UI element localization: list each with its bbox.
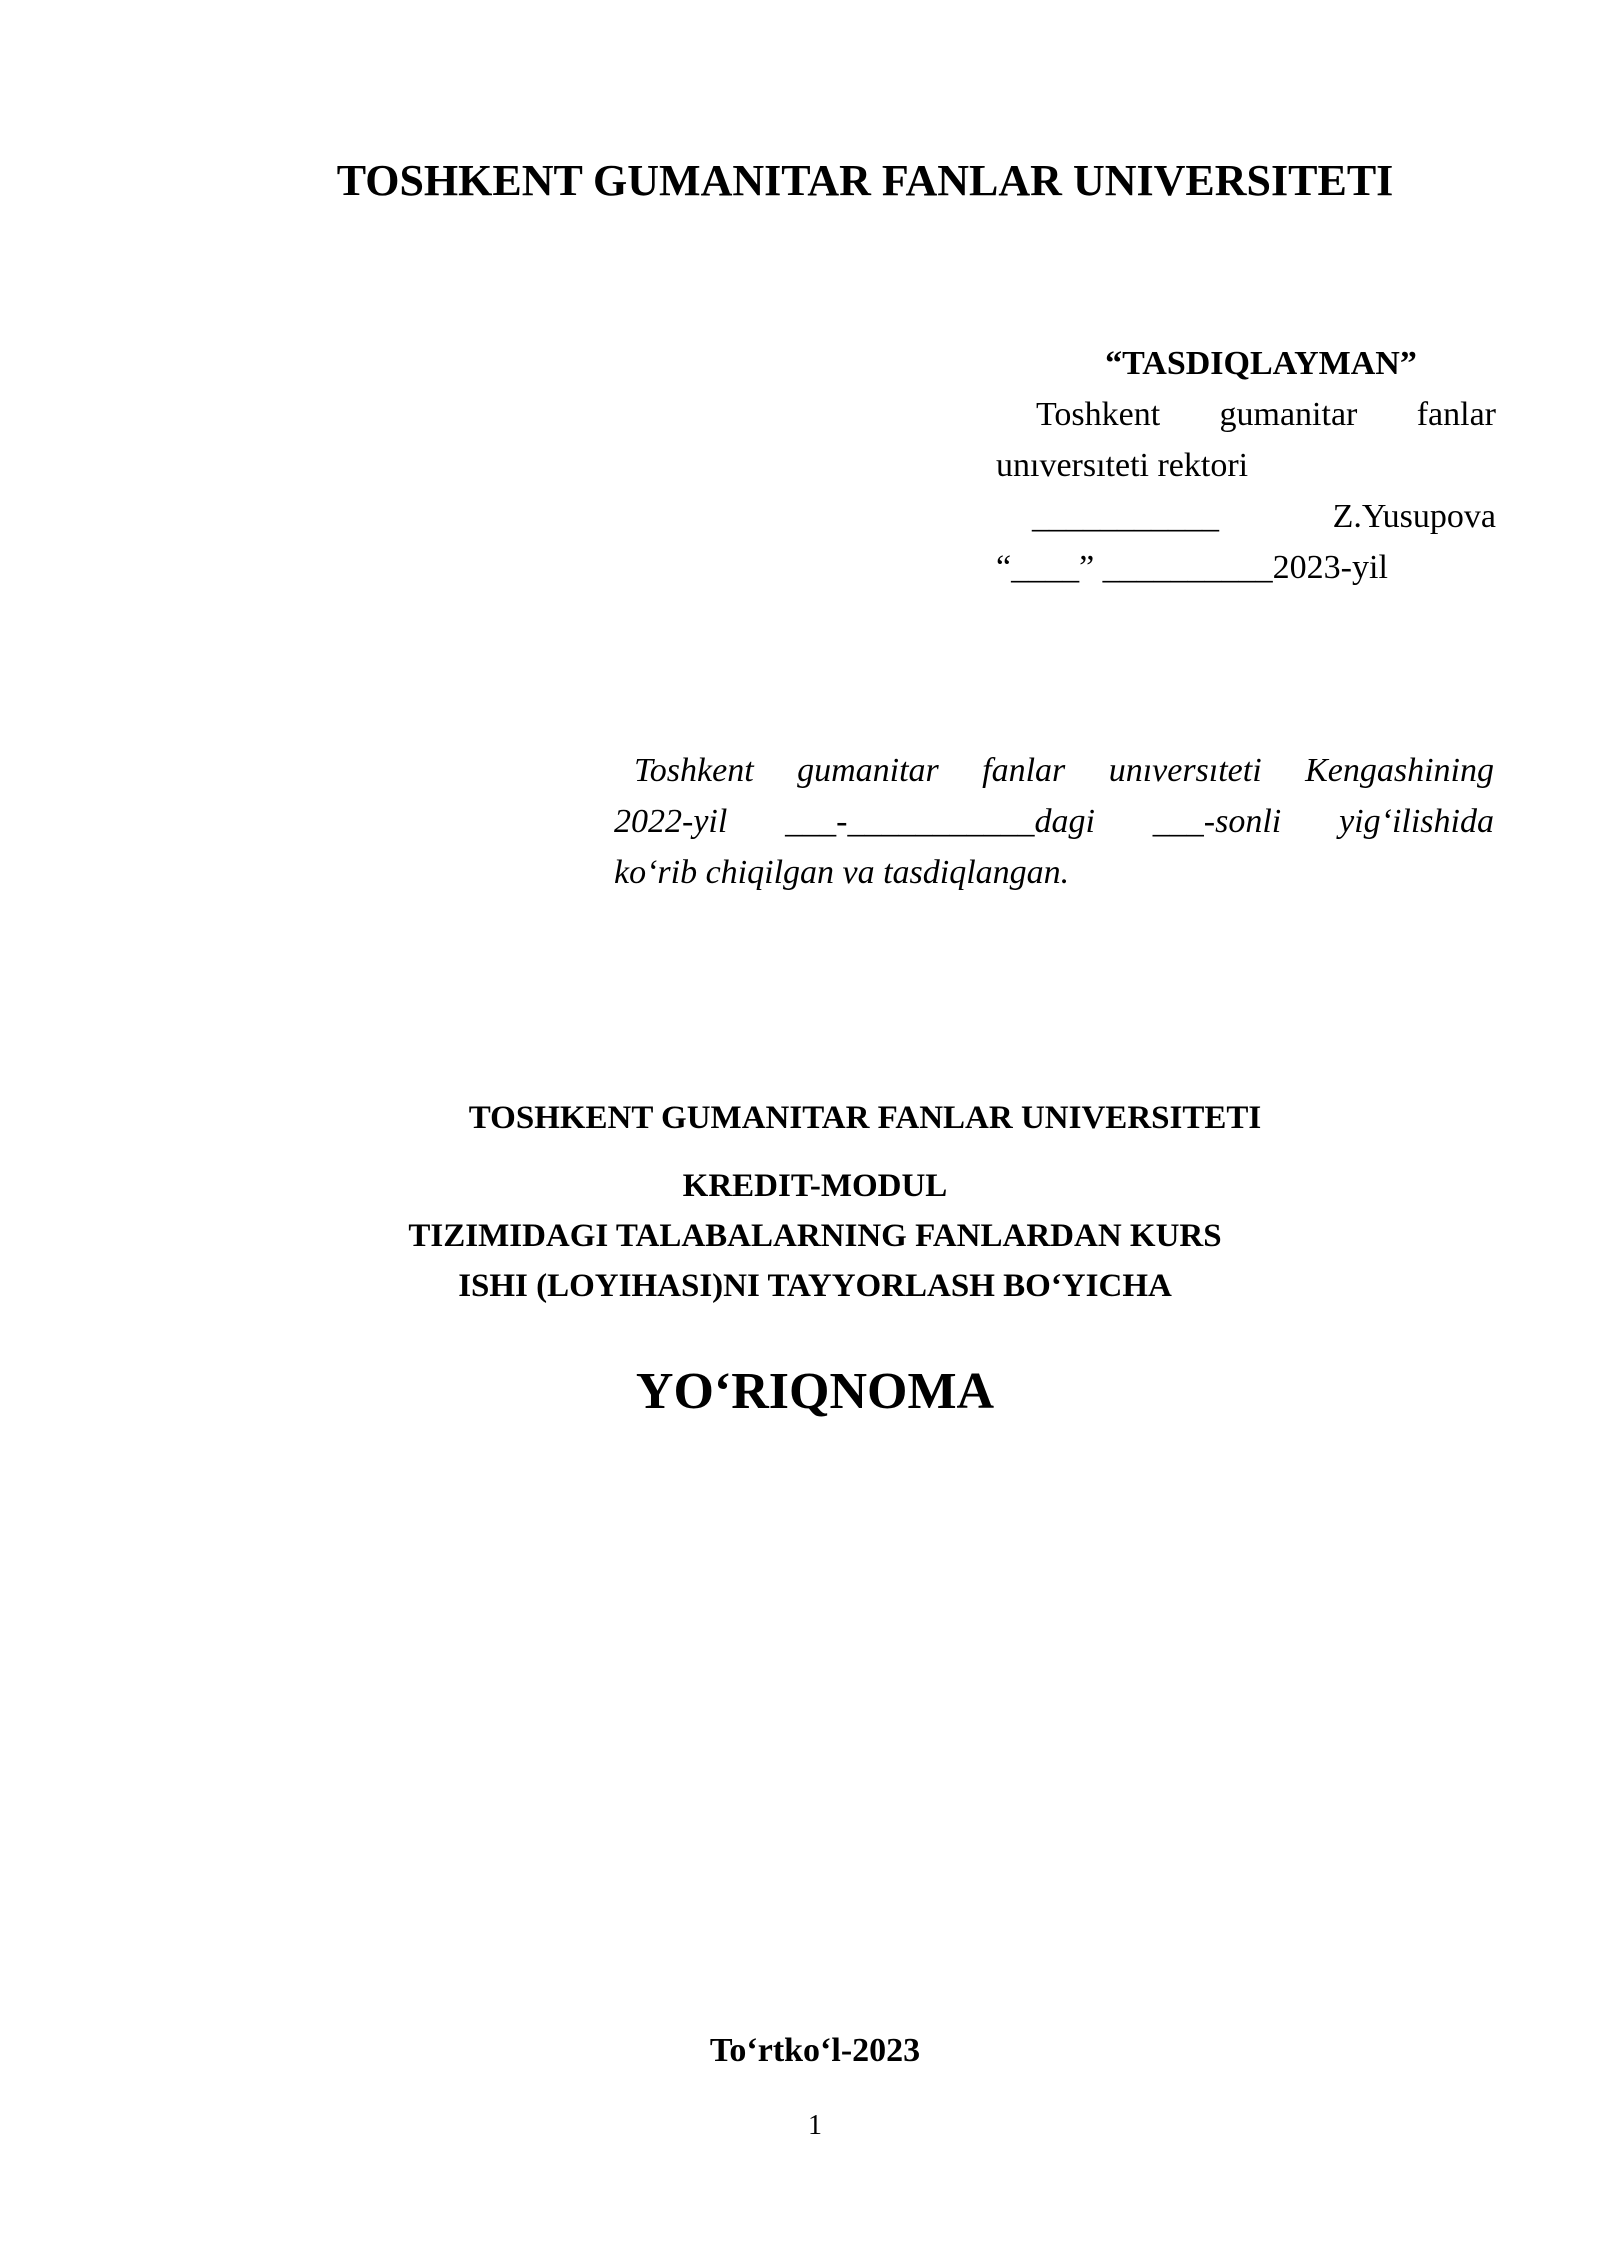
title-line-1: KREDIT-MODUL <box>682 1168 948 1204</box>
university-title: TOSHKENT GUMANITAR FANLAR UNIVERSITETI <box>336 156 1394 205</box>
word: ___-___________dagi <box>785 803 1095 840</box>
section-university: TOSHKENT GUMANITAR FANLAR UNIVERSITETI <box>468 1100 1262 1136</box>
word: fanlar <box>1416 396 1496 433</box>
title-line-3: ISHI (LOYIHASI)NI TAYYORLASH BO‘YICHA <box>458 1268 1172 1304</box>
page-number: 1 <box>808 2110 822 2141</box>
place-year: To‘rtko‘l-2023 <box>709 2032 921 2069</box>
word: gumanitar <box>1219 396 1358 433</box>
approval-line-2: unıversıteti rektori <box>996 447 1249 484</box>
council-note <box>614 745 1494 898</box>
word: fanlar <box>982 752 1066 789</box>
council-line-1 <box>614 745 1494 796</box>
word: yig‘ilishida <box>1339 803 1494 840</box>
title-line-2: TIZIMIDAGI TALABALARNING FANLARDAN KURS <box>408 1218 1222 1254</box>
word: Toshkent <box>634 752 754 789</box>
approval-heading: “TASDIQLAYMAN” <box>1105 345 1417 382</box>
word: gumanitar <box>797 752 939 789</box>
council-line-2 <box>614 796 1494 847</box>
document-title: YO‘RIQNOMA <box>635 1363 995 1420</box>
approval-block <box>996 338 1496 593</box>
signature-line <box>996 491 1496 542</box>
rector-name: Z.Yusupova <box>1332 498 1496 535</box>
council-line-3: ko‘rib chiqilgan va tasdiqlangan. <box>614 854 1070 891</box>
approval-line-1 <box>996 389 1496 440</box>
word: 2022-yil <box>614 803 728 840</box>
approval-date: “____” __________2023-yil <box>996 549 1388 586</box>
word: Toshkent <box>1036 396 1161 433</box>
word: ___-sonli <box>1152 803 1282 840</box>
word: Kengashining <box>1305 752 1494 789</box>
signature-blank: ___________ <box>1032 498 1219 535</box>
word: unıversıteti <box>1108 752 1262 789</box>
